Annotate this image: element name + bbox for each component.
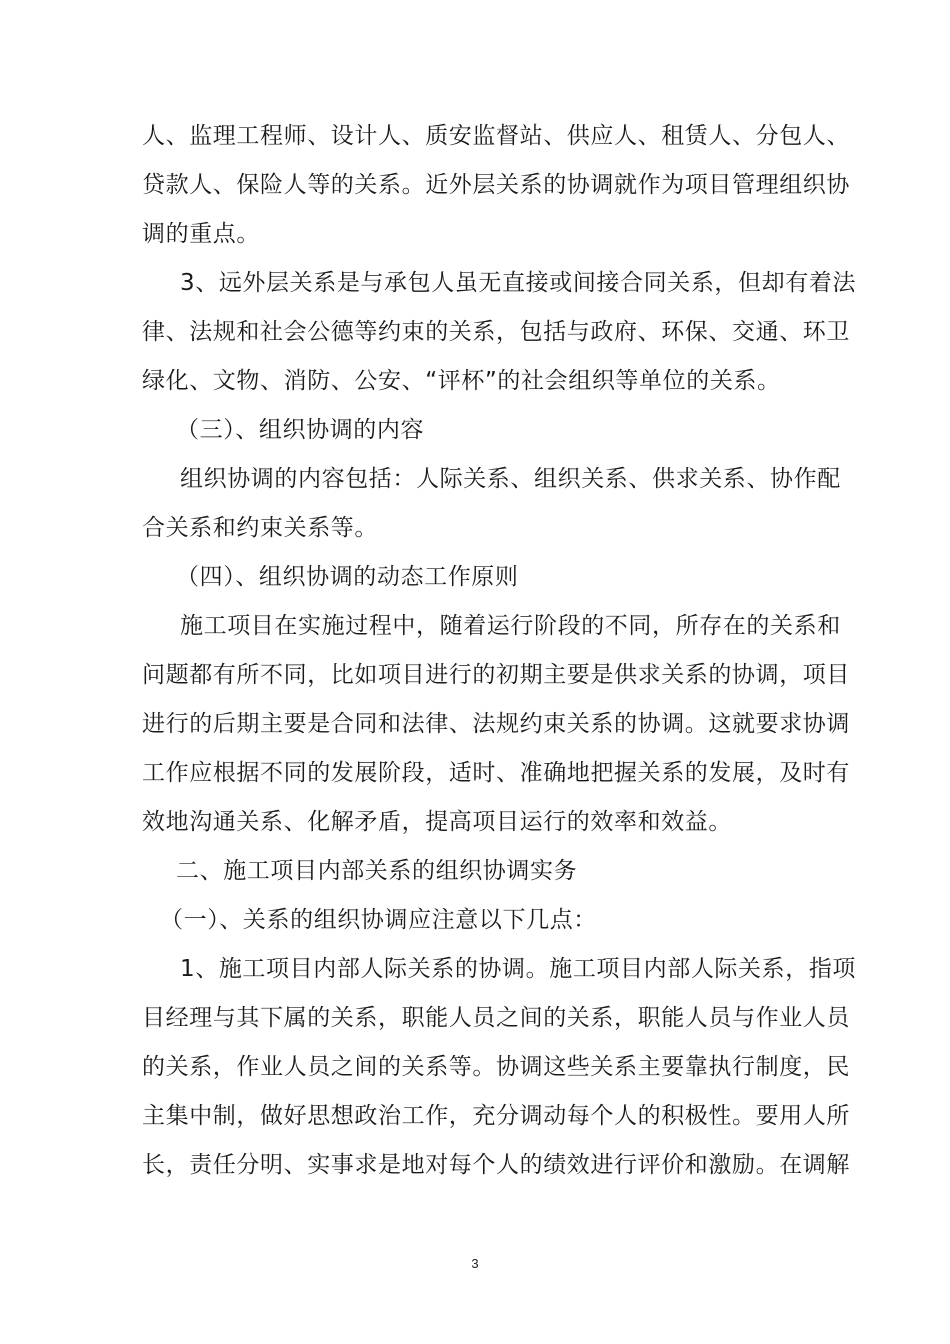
text-line: 工作应根据不同的发展阶段，适时、准确地把握关系的发展，及时有 — [142, 760, 850, 786]
heading-line: （三）、组织协调的内容 — [176, 417, 425, 443]
paragraph-continued — [0, 112, 950, 259]
text-line: 的关系，作业人员之间的关系等。协调这些关系主要靠执行制度，民 — [142, 1054, 850, 1080]
text-line: 3、远外层关系是与承包人虽无直接或间接合同关系，但却有着法 — [180, 270, 857, 296]
text-line: 人、监理工程师、设计人、质安监督站、供应人、租赁人、分包人、 — [142, 123, 850, 149]
text-line: 问题都有所不同，比如项目进行的初期主要是供求关系的协调，项目 — [142, 662, 850, 688]
section-heading-4 — [0, 553, 950, 602]
text-line: 调的重点。 — [142, 221, 260, 247]
text-line: 施工项目在实施过程中，随着运行阶段的不同，所存在的关系和 — [180, 613, 841, 639]
heading-line: 二、施工项目内部关系的组织协调实务 — [176, 858, 578, 884]
heading-line: （四）、组织协调的动态工作原则 — [176, 564, 519, 590]
text-line: 合关系和约束关系等。 — [142, 515, 378, 541]
text-line: 效地沟通关系、化解矛盾，提高项目运行的效率和效益。 — [142, 809, 732, 835]
section-heading-3 — [0, 406, 950, 455]
section-heading-1 — [0, 896, 950, 945]
heading-line: （一）、关系的组织协调应注意以下几点： — [160, 907, 597, 933]
text-line: 1、施工项目内部人际关系的协调。施工项目内部人际关系，指项 — [180, 956, 857, 982]
text-line: 目经理与其下属的关系，职能人员之间的关系，职能人员与作业人员 — [142, 1005, 850, 1031]
chapter-heading-2 — [0, 847, 950, 896]
document-body — [0, 112, 950, 1190]
text-line: 主集中制，做好思想政治工作，充分调动每个人的积极性。要用人所 — [142, 1103, 850, 1129]
paragraph-dynamic-principle — [0, 602, 950, 847]
text-line: 长，责任分明、实事求是地对每个人的绩效进行评价和激励。在调解 — [142, 1152, 850, 1178]
paragraph-far-outer-relations — [0, 259, 950, 406]
paragraph-coordination-content — [0, 455, 950, 553]
text-line: 进行的后期主要是合同和法律、法规约束关系的协调。这就要求协调 — [142, 711, 850, 737]
text-line: 绿化、文物、消防、公安、“评杯”的社会组织等单位的关系。 — [142, 368, 781, 394]
text-line: 组织协调的内容包括：人际关系、组织关系、供求关系、协作配 — [180, 466, 841, 492]
page-number: 3 — [471, 1256, 479, 1271]
paragraph-internal-relations — [0, 945, 950, 1190]
text-line: 律、法规和社会公德等约束的关系，包括与政府、环保、交通、环卫 — [142, 319, 850, 345]
text-line: 贷款人、保险人等的关系。近外层关系的协调就作为项目管理组织协 — [142, 172, 850, 198]
